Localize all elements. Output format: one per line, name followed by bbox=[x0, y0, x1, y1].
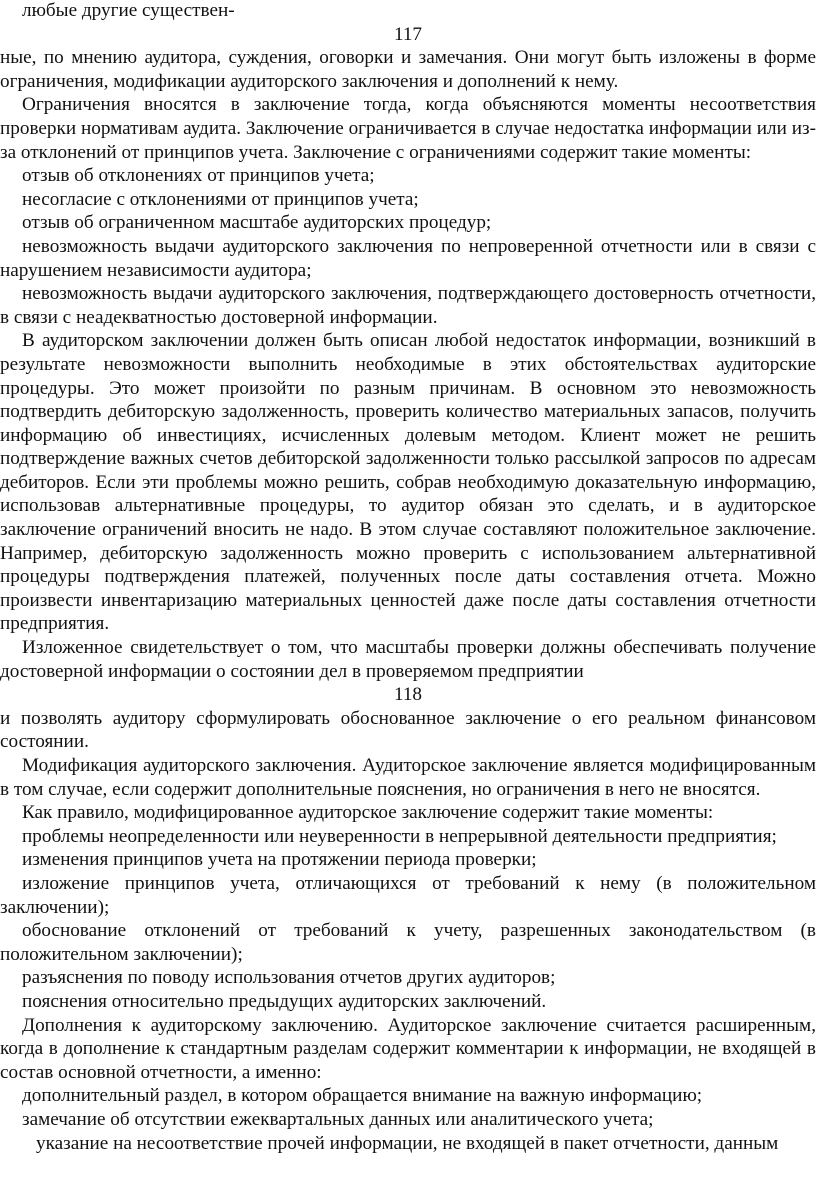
list-item: проблемы неопределенности или неуверенности в непрерывной деятельности предприятия; bbox=[22, 825, 777, 847]
list-item: изложение принципов учета, отличающихся от требований к нему (в положительном заключении); bbox=[0, 872, 816, 918]
paragraph: Ограничения вносятся в заключение тогда, когда объясняются моменты несоответствия проверки нормативам аудита. Заключение ограничивается в случае недостатка информации или из-за отклонений от принципов учета. Заключение с ограничениями содержит такие моменты: bbox=[0, 94, 816, 163]
paragraph: Изложенное свидетельствует о том, что масштабы проверки должны обеспечивать получение достоверной информации о состоянии дел в проверяемом предприятии bbox=[0, 637, 816, 682]
paragraph: ные, по мнению аудитора, суждения, оговорки и замечания. Они могут быть изложены в форме ограничения, модификации аудиторского заключения и дополнений к нему. bbox=[0, 47, 816, 92]
list-item: изменения принципов учета на протяжении периода проверки; bbox=[22, 849, 537, 871]
paragraph: Дополнения к аудиторскому заключению. Аудиторское заключение считается расширенным, когда в дополнение к стандартным разделам содержит комментарии к информации, не входящей в состав основной отчетности, а именно: bbox=[0, 1014, 816, 1083]
paragraph: В аудиторском заключении должен быть описан любой недостаток информации, возникший в результате невозможности выполнить необходимые в этих обстоятельствах аудиторские процедуры. Это может произойти по разным причинам. В основном это невозможность подтвердить дебиторскую задолженность, проверить количество материальных запасов, получить информацию об инвестициях, исчисленных долевым методом. Клиент может не решить подтверждение важных счетов дебиторской задолженности только рассылкой запросов по адресам дебиторов. Если эти проблемы можно решить, собрав необходимую доказательную информацию, использовав альтернативные процедуры, то аудитор обязан это сделать, и в аудиторское заключение ограничений вносить не надо. В этом случае составляют положительное заключение. Например, дебиторскую задолженность можно проверить с использованием альтернативной процедуры подтверждения платежей, полученных после даты составления отчета. Можно произвести инвентаризацию материальных ценностей даже после даты составления отчетности предприятия. bbox=[0, 330, 816, 635]
list-item: несогласие с отклонениями от принципов учета; bbox=[22, 188, 419, 210]
paragraph: и позволять аудитору сформулировать обоснованное заключение о его реальном финансовом состоянии. bbox=[0, 707, 816, 753]
list-item: невозможность выдачи аудиторского заключения, подтверждающего достоверность отчетности, в связи с неадекватностью достоверной информации. bbox=[0, 283, 816, 328]
list-item: дополнительный раздел, в котором обращается внимание на важную информацию; bbox=[22, 1085, 703, 1107]
list-item: отзыв об ограниченном масштабе аудиторских процедур; bbox=[22, 212, 492, 234]
paragraph: Модификация аудиторского заключения. Аудиторское заключение является модифицированным в том случае, если содержит дополнительные пояснения, но ограничения в него не вносятся. bbox=[0, 755, 816, 800]
list-item: разъяснения по поводу использования отчетов других аудиторов; bbox=[22, 967, 556, 989]
paragraph: Как правило, модифицированное аудиторское заключение содержит такие моменты: bbox=[22, 802, 714, 824]
list-item: отзыв об отклонениях от принципов учета; bbox=[22, 165, 375, 187]
page-number-117: 117 bbox=[393, 23, 423, 45]
list-item: невозможность выдачи аудиторского заключения по непроверенной отчетности или в связи с нарушением независимости аудитора; bbox=[0, 235, 816, 281]
list-item: обоснование отклонений от требований к учету, разрешенных законодательством (в положительном заключении); bbox=[0, 920, 816, 965]
list-item: указание на несоответствие прочей информации, не входящей в пакет отчетности, данным bbox=[36, 1132, 779, 1154]
page-number-118: 118 bbox=[393, 684, 423, 706]
list-item: пояснения относительно предыдущих аудиторских заключений. bbox=[22, 990, 547, 1012]
top-fragment: любые другие существен- bbox=[22, 0, 235, 21]
list-item: замечание об отсутствии ежеквартальных данных или аналитического учета; bbox=[22, 1108, 654, 1130]
